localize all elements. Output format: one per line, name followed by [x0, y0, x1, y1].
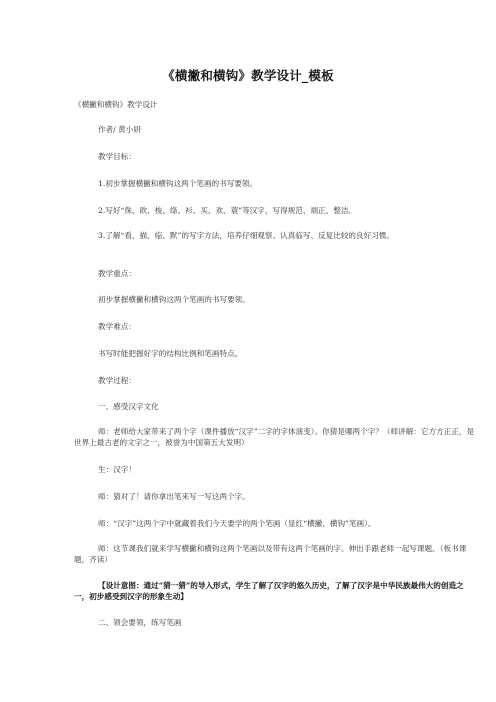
difficulty-text: 书写时能把握好字的结构比例和笔画特点。 — [98, 349, 243, 358]
key-heading: 教学重点： — [98, 269, 136, 278]
process-heading: 教学过程： — [98, 376, 136, 385]
goal-2: 2.写好“侏、欧、梭、绦、衫、买、欢、蓑”等汉字，写得规范、端正、整洁。 — [98, 206, 357, 215]
paragraph-4: 师：“汉字”这两个字中就藏着我们今天要学的两个笔画（显红“横撇、横钩”笔画）。 — [98, 519, 376, 528]
paragraph-5: 师：这节课我们就来学写横撇和横钩这两个笔画以及带有这两个笔画的字。伸出手跟老师一起写课题。（板书课题，齐读） — [74, 544, 467, 564]
paragraph-3: 师：猜对了！请你拿出笔来写一写这两个字。 — [98, 492, 250, 501]
key-text: 初步掌握横撇和横钩这两个笔画的书写要领。 — [98, 295, 250, 304]
document-title: 《横撇和横钩》教学设计_模板 — [162, 68, 334, 83]
difficulty-heading: 教学难点： — [98, 322, 136, 331]
paragraph-1: 师：老师给大家带来了两个字（课件播放“汉字”二字的字体演变）。你猜是哪两个字？（师讲解：它方方正正，是世界上最古老的文字之一，被誉为中国第五大发明） — [74, 427, 475, 447]
document-subtitle: 《横撇和横钩》教学设计 — [74, 100, 158, 109]
design-intent-note: 【设计意图：通过“猜一猜”的导入形式，学生了解了汉字的悠久历史，了解了汉字是中华民族最伟大的创造之一，初步感受到汉字的形象生动】 — [74, 581, 464, 601]
paragraph-2: 生：汉字！ — [98, 465, 136, 474]
author-line: 作者/ 黄小妍 — [98, 125, 141, 134]
section-1-heading: 一、感受汉字文化 — [98, 402, 159, 411]
goal-3: 3.了解“看、描、临、默”的写字方法，培养仔细观察、认真临写、反复比较的良好习惯。 — [98, 231, 394, 240]
section-2-heading: 二、领会要领，练写笔画 — [98, 618, 182, 627]
goal-1: 1.初步掌握横撇和横钩这两个笔画的书写要领。 — [98, 179, 258, 188]
goals-heading: 教学目标： — [98, 152, 136, 161]
